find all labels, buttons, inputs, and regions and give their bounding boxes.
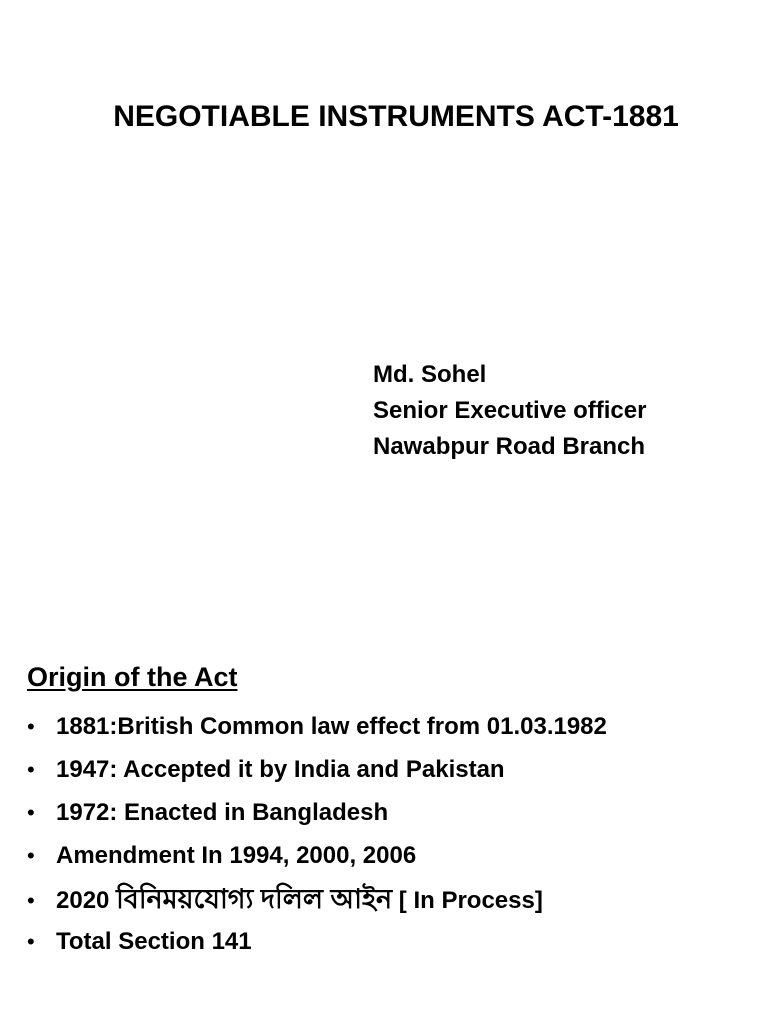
list-item <box>27 793 607 836</box>
bullet-text: Amendment In 1994, 2000, 2006 <box>56 842 417 869</box>
in-process-note: [ In Process] <box>392 887 543 914</box>
bullet-icon: • <box>27 714 35 739</box>
bangla-act-name: বিনিময়যোগ্য দলিল আইন <box>116 884 393 914</box>
bullet-text: 1881:British Common law effect from 01.03.1982 <box>56 713 607 740</box>
bullet-text: Total Section 141 <box>56 928 252 955</box>
list-item <box>27 750 607 793</box>
bullet-text: 1947: Accepted it by India and Pakistan <box>56 756 505 783</box>
bullet-year: 2020 <box>56 887 117 914</box>
origin-bullet-list <box>27 707 607 965</box>
bullet-text: 1972: Enacted in Bangladesh <box>56 799 389 826</box>
bullet-icon: • <box>27 929 35 954</box>
author-position: Senior Executive officer <box>373 397 647 424</box>
author-block <box>373 357 646 465</box>
list-item <box>27 922 607 965</box>
bullet-icon: • <box>27 757 35 782</box>
list-item <box>27 707 607 750</box>
list-item <box>27 879 607 922</box>
author-name: Md. Sohel <box>373 361 487 388</box>
bullet-icon: • <box>27 800 35 825</box>
bullet-icon: • <box>27 888 35 913</box>
bullet-icon: • <box>27 843 35 868</box>
slide-title: NEGOTIABLE INSTRUMENTS ACT-1881 <box>113 100 679 133</box>
origin-heading: Origin of the Act <box>27 662 238 692</box>
author-branch: Nawabpur Road Branch <box>373 433 646 460</box>
list-item <box>27 836 607 879</box>
